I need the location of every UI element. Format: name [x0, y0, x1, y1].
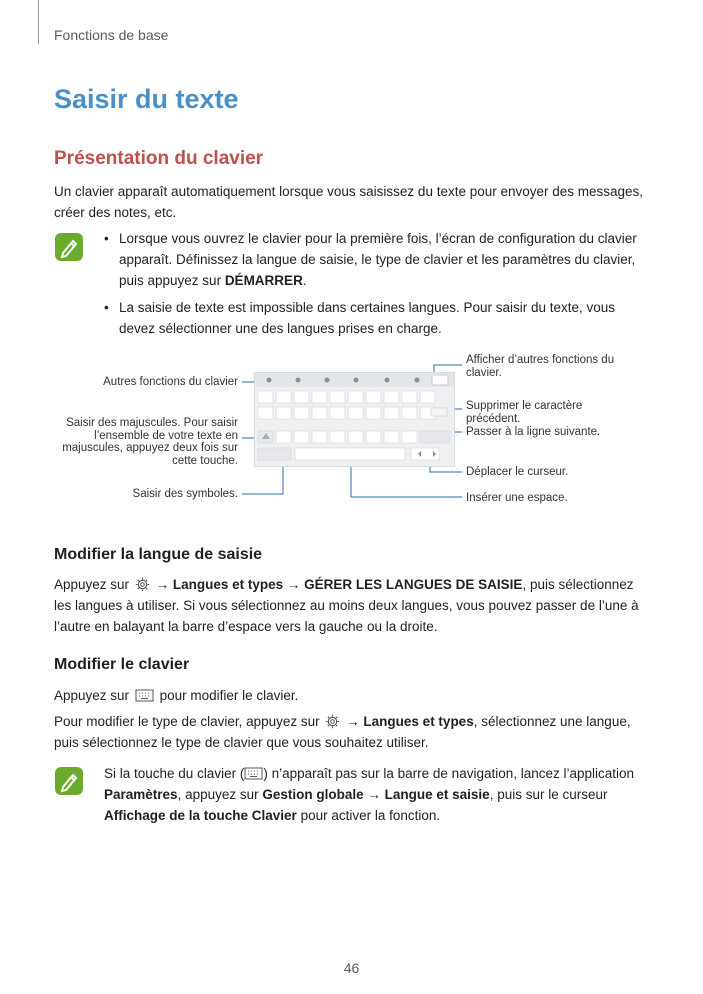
- clavier-p1-end: pour modifier le clavier.: [159, 688, 299, 703]
- callout-deplacer: Déplacer le curseur.: [466, 466, 569, 478]
- note-text: La saisie de texte est impossible dans certaines langues. Pour saisir du texte, vous devez sélectionner une des langues prises en charge.: [119, 300, 616, 336]
- note-pencil-icon: [55, 767, 83, 795]
- intro-paragraph: Un clavier apparaît automatiquement lorsque vous saisissez du texte pour envoyer des messages, créer des notes, etc.: [54, 184, 644, 220]
- running-head: Fonctions de base: [54, 27, 169, 43]
- note-after: .: [302, 273, 307, 288]
- note-start: Si la touche du clavier (: [104, 766, 245, 781]
- callout-autres-fonctions: Autres fonctions du clavier: [103, 376, 238, 388]
- gear-icon: [325, 714, 340, 729]
- note-text-4: pour activer la fonction.: [300, 808, 441, 823]
- callout-espace: Insérer une espace.: [466, 492, 568, 504]
- clavier-p2-start: Pour modifier le type de clavier, appuyez sur: [54, 714, 320, 729]
- langue-paragraph: [54, 574, 654, 637]
- langue-end: , puis sélectionnez les langues à utiliser. Si vous sélectionnez au moins deux langues, vous pouvez passer de l’une à l’autre en balayant la barre d’espace vers la gauche ou la droite.: [54, 577, 639, 634]
- langue-path1: → Langues et types →: [155, 577, 301, 592]
- note-text: Lorsque vous ouvrez le clavier pour la première fois, l’écran de configuration du clavier apparaît. Définissez la langue de saisie, le type de clavier et les paramètres du clavier, puis appuyez sur: [119, 231, 637, 288]
- emoji-icon: [296, 378, 301, 383]
- note-mid: ) n’apparaît pas sur la barre de navigation, lancez l’application: [263, 766, 635, 781]
- note-bold-2: Gestion globale → Langue et saisie: [262, 787, 490, 802]
- note-paragraph: [104, 763, 652, 826]
- keyboard-illustration: [254, 372, 455, 467]
- clavier-p2-path: → Langues et types: [346, 714, 474, 729]
- page-number: 46: [343, 960, 360, 976]
- note-bold-1: Paramètres: [104, 787, 178, 802]
- section-heading-clavier: Modifier le clavier: [54, 656, 190, 673]
- clavier-paragraph-2: [54, 711, 654, 753]
- section-heading-presentation: Présentation du clavier: [54, 148, 264, 169]
- keyboard-icon: [135, 688, 154, 703]
- note-text-2: , appuyez sur: [177, 787, 259, 802]
- langue-start: Appuyez sur: [54, 577, 130, 592]
- callout-majuscules: Saisir des majuscules. Pour saisir l’ensemble de votre texte en majuscules, appuyez deux fois sur cette touche.: [62, 417, 238, 467]
- clavier-p1-start: Appuyez sur: [54, 688, 130, 703]
- callout-afficher: Afficher d’autres fonctions du clavier.: [466, 354, 615, 379]
- bullet: •: [104, 231, 109, 246]
- callout-symboles: Saisir des symboles.: [132, 488, 238, 500]
- page-title: Saisir du texte: [54, 84, 239, 114]
- note-bold-3: Affichage de la touche Clavier: [104, 808, 297, 823]
- clavier-p2-end: , sélectionnez une langue, puis sélectionnez le type de clavier que vous souhaitez utiliser.: [54, 714, 631, 750]
- keyboard-icon: [244, 766, 263, 781]
- bullet: •: [104, 300, 109, 315]
- gear-icon: [135, 577, 150, 592]
- settings-icon: [415, 378, 420, 383]
- keyboard-keys: [255, 373, 454, 466]
- toolbar-icon: [267, 378, 272, 383]
- langue-path2: GÉRER LES LANGUES DE SAISIE: [304, 577, 523, 592]
- sticker-icon: [325, 378, 330, 383]
- note-text-3: , puis sur le curseur: [489, 787, 608, 802]
- section-heading-langue: Modifier la langue de saisie: [54, 546, 263, 563]
- callout-supprimer: Supprimer le caractère précédent.: [466, 400, 583, 425]
- mic-icon: [385, 378, 390, 383]
- callout-passer-ligne: Passer à la ligne suivante.: [466, 426, 601, 438]
- clavier-paragraph-1: [54, 685, 654, 706]
- gif-icon: [354, 378, 359, 383]
- note-bold: DÉMARRER: [224, 273, 303, 288]
